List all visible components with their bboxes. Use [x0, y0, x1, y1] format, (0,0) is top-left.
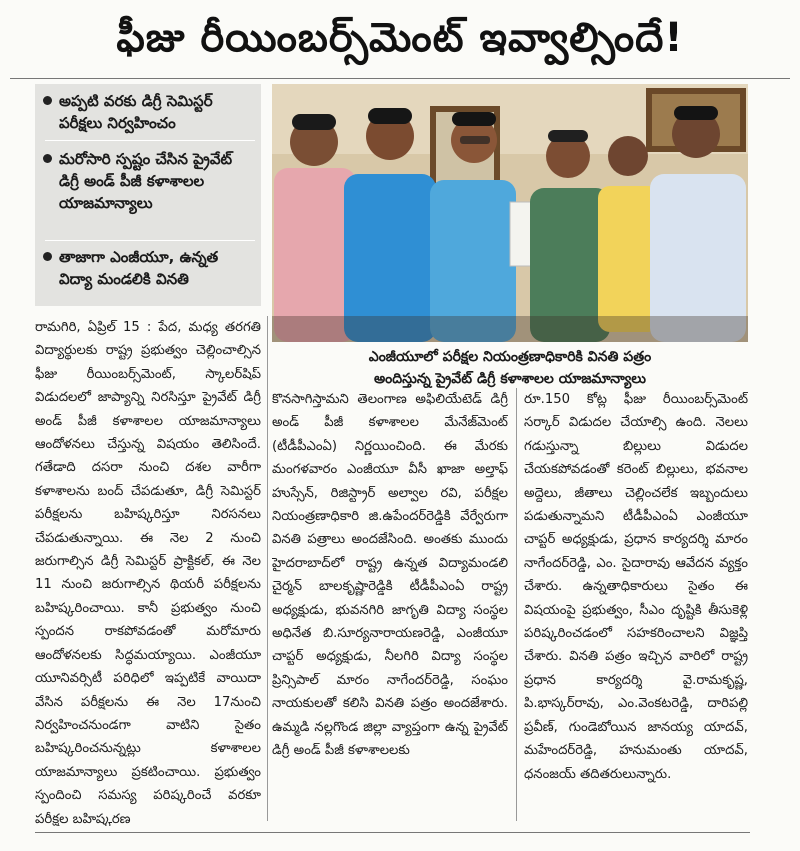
highlight-divider: [45, 240, 255, 241]
article-column-2: కొనసాగిస్తామని తెలంగాణ అఫిలియేటెడ్ డిగ్రీ అండ్ పీజీ కళాశాలల మేనేజ్‌మెంట్ (టీడీపీఎంఏ) నిర్ణయించింది. ఈ మేరకు మంగళవారం ఎంజీయూ వీసీ ఖాజా అల్తాఫ్ హుస్సేన్, రిజిస్ట్రార్ అల్వాల రవి, పరీక్షల నియంత్రణాధికారి జి.ఉపేందర్‌రెడ్డికి వేర్వేరుగా వినతి పత్రాలు అందజేసింది. అంతకు ముందు హైదరాబాద్‌లో రాష్ట్ర ఉన్నత విద్యామండలి చైర్మన్ బాలకృష్ణారెడ్డికి టీడీపీఎంఏ రాష్ట్ర అధ్యక్షుడు, భువనగిరి జాగృతి విద్యా సంస్థల అధినేత బి.సూర్యనారాయణరెడ్డి, ఎంజీయూ చాప్టర్ అధ్యక్షుడు, నీలగిరి విద్యా సంస్థల ప్రిన్సిపాల్ మారం నాగేందర్‌రెడ్డి, సంఘం నాయకులతో కలిసి వినతి పత్రం అందజేశారు. ఉమ్మడి నల్లగొండ జిల్లా వ్యాప్తంగా ఉన్న ప్రైవేట్ డిగ్రీ అండ్ పీజీ కళాశాలలకు: [272, 392, 508, 759]
headline-rule: [10, 78, 790, 79]
highlight-item: మరోసారి స్పష్టం చేసిన ప్రైవేట్ డిగ్రీ అండ్ పీజీ కళాశాలల యాజమాన్యాలు: [45, 148, 255, 214]
headline: ఫీజు రీయింబర్స్‌మెంట్ ఇవ్వాల్సిందే!: [116, 15, 684, 61]
column-divider: [267, 316, 268, 821]
photo-caption: ఎంజీయూలో పరీక్షల నియంత్రణాధికారికి వినతి పత్రం అందిస్తున్న ప్రైవేట్ డిగ్రీ కళాశాలల యాజమాన్యాలు: [368, 349, 652, 387]
highlight-divider: [45, 140, 255, 141]
article-column-1: రామగిరి, ఏప్రిల్ 15 : పేద, మధ్య తరగతి విద్యార్థులకు రాష్ట్ర ప్రభుత్వం చెల్లించాల్సిన ఫీజు రీయింబర్స్‌మెంట్, స్కాలర్‌షిప్ విడుదలలో జాప్యాన్ని నిరసిస్తూ ప్రైవేట్ డిగ్రీ అండ్ పీజీ కళాశాలల యాజమాన్యాలు ఆందోళనలు చేస్తున్న విషయం తెలిసిందే. గతేడాది దసరా నుంచి దశల వారీగా కళాశాలను బంద్ చేపడుతూ, డిగ్రీ సెమిస్టర్ పరీక్షలను బహిష్కరిస్తూ నిరసనలు చేపడుతున్నాయి. ఈ నెల 2 నుంచి జరుగాల్సిన డిగ్రీ సెమిస్టర్ ప్రాక్టికల్, ఈ నెల 11 నుంచి జరుగాల్సిన థియరీ పరీక్షలను బహిష్కరించాయి. కానీ ప్రభుత్వం నుంచి స్పందన రాకపోవడంతో మరోమారు ఆందోళనలకు సిద్ధమయ్యాయి. ఎంజీయూ యూనివర్సిటీ పరిధిలో ఇప్పటికే వాయిదా వేసిన పరీక్షలను ఈ నెల 17నుంచి నిర్వహించనుండగా వాటిని సైతం బహిష్కరించనున్నట్లు కళాశాలల యాజమాన్యాలు ప్రకటించాయి. ప్రభుత్వం స్పందించి సమస్య పరిష్కరించే వరకూ పరీక్షల బహిష్కరణ: [35, 320, 261, 826]
highlight-item: అప్పటి వరకు డిగ్రీ సెమిస్టర్ పరీక్షలు నిర్వహించం: [45, 90, 255, 134]
bottom-rule: [35, 832, 750, 833]
news-photo: [272, 84, 748, 342]
bullet-icon: [43, 96, 52, 105]
highlights-box: [35, 84, 261, 306]
bullet-icon: [43, 154, 52, 163]
highlight-item: తాజాగా ఎంజీయూ, ఉన్నత విద్యా మండలికి వినతి: [45, 246, 255, 290]
article-column-3: రూ.150 కోట్ల ఫీజు రీయింబర్స్‌మెంట్ సర్కార్ విడుదల చేయాల్సి ఉంది. నెలలు గడుస్తున్నా బిల్లులు విడుదల చేయకపోవడంతో కరెంట్ బిల్లులు, భవనాల అద్దెలు, జీతాలు చెల్లించలేక ఇబ్బందులు పడుతున్నామని టీడీపీఎంఏ ఎంజీయూ చాప్టర్ అధ్యక్షుడు, ప్రధాన కార్యదర్శి మారం నాగేందర్‌రెడ్డి, ఎం. సైదారావు ఆవేదన వ్యక్తం చేశారు. ఉన్నతాధికారులు సైతం ఈ విషయంపై ప్రభుత్వం, సీఎం దృష్టికి తీసుకెళ్లి పరిష్కరించడంలో సహకరించాలని విజ్ఞప్తి చేశారు. వినతి పత్రం ఇచ్చిన వారిలో రాష్ట్ర ప్రధాన కార్యదర్శి వై.రామకృష్ణ, పి.భాస్కర్‌రావు, ఎం.వెంకటరెడ్డి, దారిపల్లి ప్రవీణ్, గుండెబోయిన జానయ్య యాదవ్, మహేందర్‌రెడ్డి, హనుమంతు యాదవ్, ధనంజయ్ తదితరులున్నారు.: [524, 392, 748, 782]
group-photo-illustration: [272, 84, 748, 342]
column-divider: [516, 388, 517, 821]
bullet-icon: [43, 252, 52, 261]
